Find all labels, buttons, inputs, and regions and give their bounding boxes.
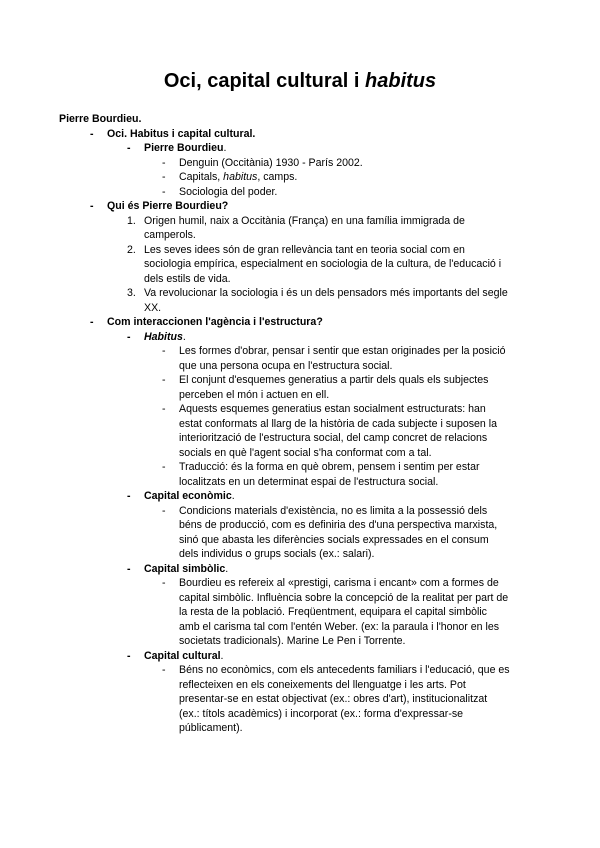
list-item-continuation: socials en què l'agent social s'ha conformat com a tal. — [179, 446, 432, 459]
list-item: - Traducció: és la forma en què obrem, pensem i sentim per estar — [162, 461, 480, 473]
page-title: Oci, capital cultural i habitus — [163, 70, 437, 92]
numbered-item-continuation: XX. — [144, 301, 162, 314]
list-item-continuation: interiorització de l'estructura social, del camp concret de relacions — [179, 432, 488, 444]
list-item: - Condicions materials d'existència, no es limita a la possessió dels — [162, 504, 488, 517]
list-item: - Béns no econòmics, com els antecedents familiars i l'educació, que es — [162, 664, 510, 676]
list-item: - Denguin (Occitània) 1930 - París 2002. — [162, 156, 363, 169]
numbered-item-continuation: camperols. — [144, 229, 196, 241]
list-item: - El conjunt d'esquemes generatius a partir dels quals els subjectes — [162, 374, 489, 386]
list-item-continuation: societats tradicionals). Marine Le Pen i Torrente. — [179, 635, 406, 647]
list-item-continuation: estat conformats al llarg de la història de cada subjecte i suposen la — [179, 417, 497, 430]
list-item: - Capitals, habitus, camps. — [162, 171, 298, 183]
numbered-item-continuation: sociologia empírica, especialment en sociologia de la cultura, de l'educació i — [144, 258, 502, 270]
list-item-continuation: sinó que abasta les diferències socials expressades en el consum — [179, 533, 489, 546]
section-agencia-estructura: - Com interaccionen l'agència i l'estructura? — [90, 316, 323, 328]
list-item-continuation: presentar-se en estat objectivat (ex.: obres d'art), institucionalitzat — [179, 693, 488, 705]
list-item-continuation: amb el carisma tal com l'entén Weber. (ex: la paraula i l'honor en les — [179, 620, 500, 633]
list-item-continuation: (ex.: títols acadèmics) i incorporat (ex.: forma d'expressar-se — [179, 707, 464, 720]
list-item-continuation: dels individus o grups socials (ex.: salari). — [179, 548, 375, 560]
subsection-capital-simbolic: - Capital simbòlic. — [127, 562, 229, 575]
numbered-item: 3. Va revolucionar la sociologia i és un dels pensadors més importants del segle — [127, 287, 508, 299]
list-item-continuation: que una persona ocupa en l'estructura social. — [179, 359, 393, 372]
subsection-habitus: - Habitus. — [127, 330, 186, 343]
list-item-continuation: capital simbòlic. Influència sobre la concepció de la realitat per part de — [179, 591, 509, 604]
document-body — [59, 112, 559, 736]
list-item: - Les formes d'obrar, pensar i sentir que estan originades per la posició — [162, 345, 506, 357]
numbered-item-continuation: dels estils de vida. — [144, 272, 231, 285]
subsection-capital-cultural: - Capital cultural. — [127, 649, 224, 662]
numbered-item: 2. Les seves idees són de gran rellevància tant en teoria social com en — [127, 243, 465, 256]
list-item-continuation: béns de producció, com es definiria des d'una perspectiva marxista, — [179, 519, 498, 531]
section-oci: - Oci. Habitus i capital cultural. — [90, 127, 256, 140]
list-item-continuation: localitzats en un determinat espai de l'estructura social. — [179, 475, 439, 488]
list-item: - Aquests esquemes generatius estan socialment estructurats: han — [162, 403, 486, 415]
list-item: - Sociologia del poder. — [162, 185, 278, 198]
section-qui-es: - Qui és Pierre Bourdieu? — [90, 200, 229, 212]
subsection-pierre-bourdieu: - Pierre Bourdieu. — [127, 142, 227, 154]
list-item-continuation: públicament). — [179, 722, 243, 734]
subsection-capital-economic: - Capital econòmic. — [127, 490, 235, 502]
list-item-continuation: reflecteixen en els coneixements del llenguatge i les arts. Pot — [179, 678, 466, 691]
author-heading: Pierre Bourdieu. — [59, 113, 142, 125]
list-item-continuation: la resta de la població. Freqüentment, equipara el capital simbòlic — [179, 606, 487, 618]
numbered-item: 1. Origen humil, naix a Occitània (França) en una família immigrada de — [127, 214, 465, 227]
list-item-continuation: perceben el món i actuen en ell. — [179, 388, 330, 401]
list-item: - Bourdieu es refereix al «prestigi, carisma i encant» com a formes de — [162, 577, 499, 589]
